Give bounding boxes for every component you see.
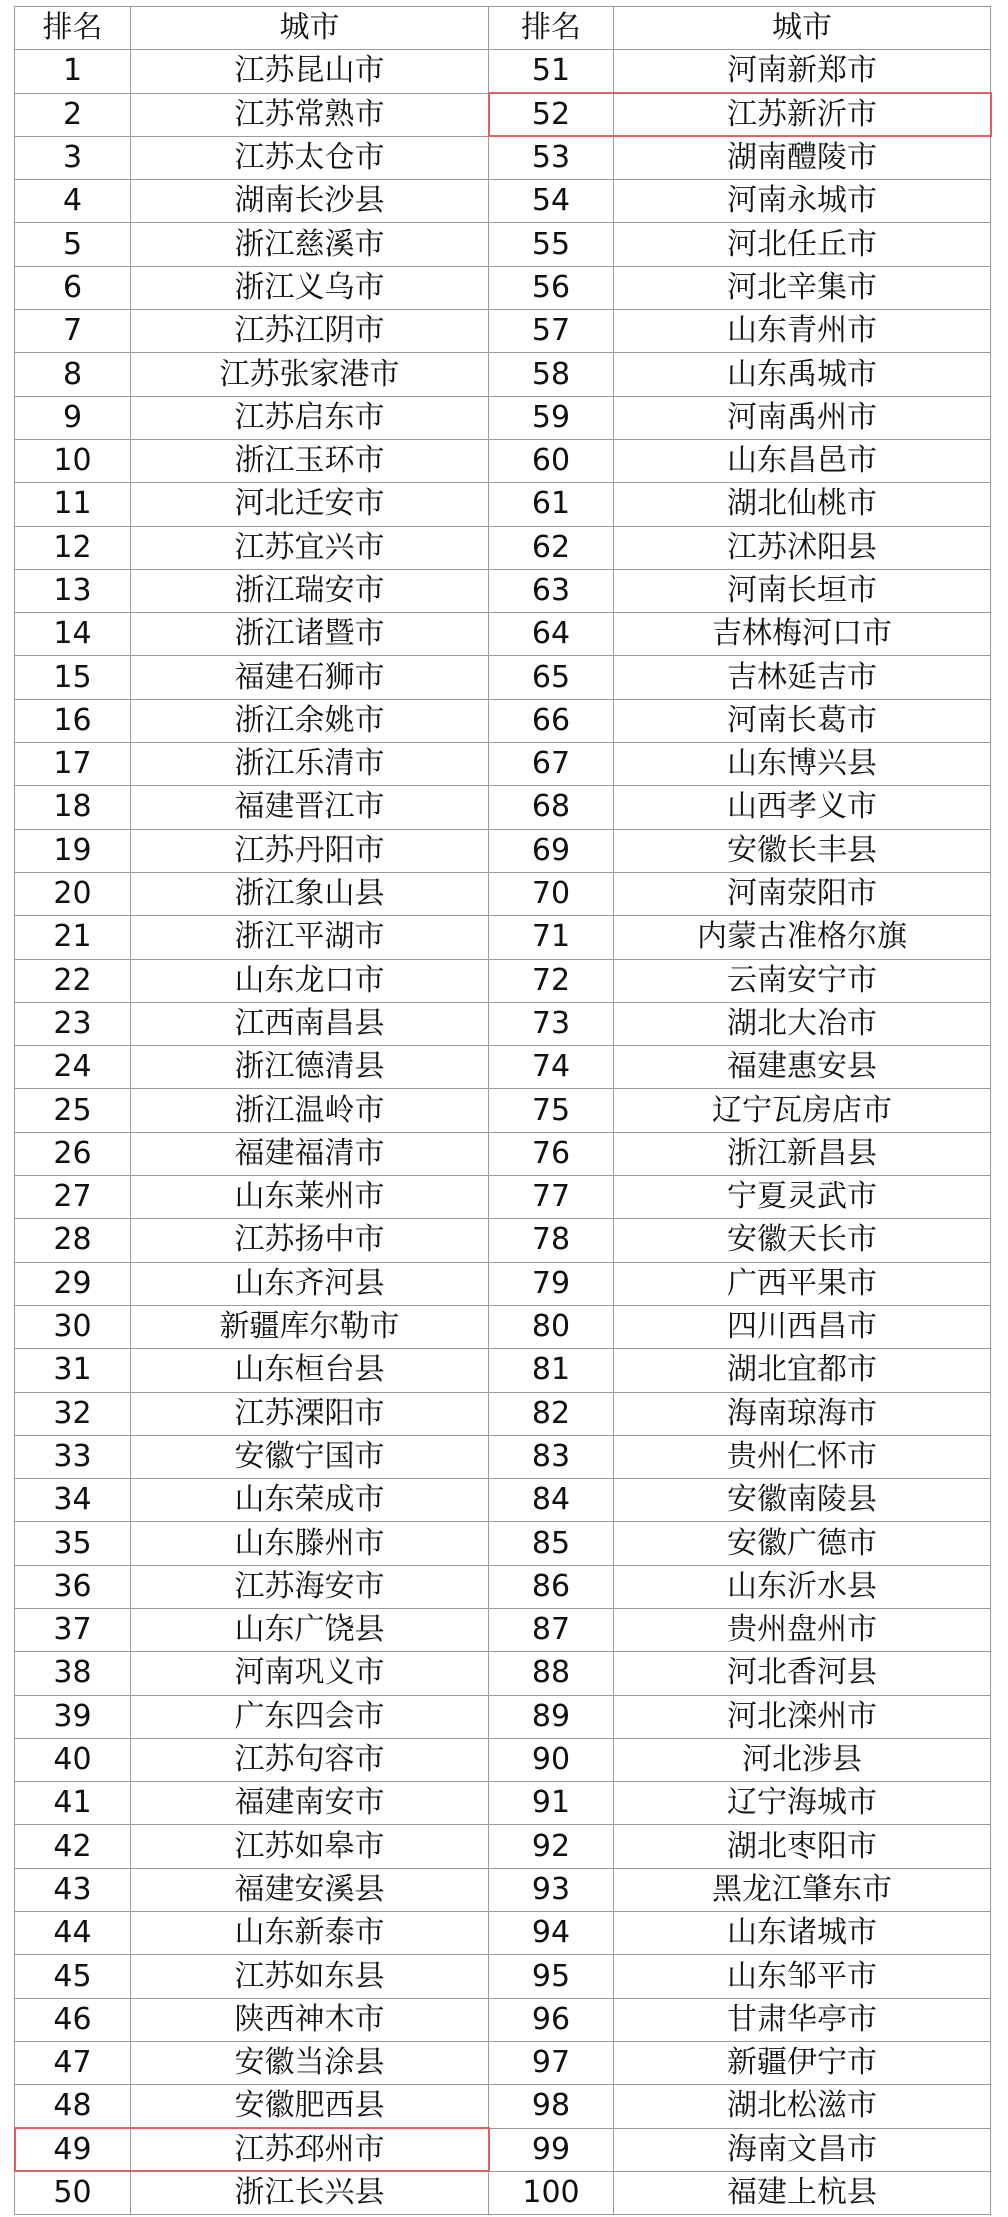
city-cell-left: 安徽肥西县: [131, 2085, 489, 2128]
rank-cell-left: 5: [15, 223, 131, 266]
rank-cell-right: 81: [489, 1349, 614, 1392]
city-cell-left: 安徽宁国市: [131, 1435, 489, 1478]
rank-cell-left: 2: [15, 93, 131, 136]
rank-cell-left: 20: [15, 872, 131, 915]
city-cell-right: 安徽广德市: [614, 1522, 991, 1565]
rank-cell-right: 80: [489, 1305, 614, 1348]
city-cell-left: 广东四会市: [131, 1695, 489, 1738]
rank-cell-left: 13: [15, 569, 131, 612]
table-row: [15, 526, 991, 569]
city-cell-right: 河南禹州市: [614, 396, 991, 439]
table-row: [15, 1219, 991, 1262]
rank-cell-left: 11: [15, 483, 131, 526]
table-row: [15, 829, 991, 872]
table-row: [15, 2171, 991, 2214]
city-cell-left: 浙江温岭市: [131, 1089, 489, 1132]
rank-cell-left: 24: [15, 1046, 131, 1089]
rank-cell-left: 3: [15, 136, 131, 179]
city-cell-right: 甘肃华亭市: [614, 1998, 991, 2041]
city-cell-right: 福建上杭县: [614, 2171, 991, 2214]
rank-cell-left: 42: [15, 1825, 131, 1868]
rank-cell-right: 92: [489, 1825, 614, 1868]
rank-cell-left: 32: [15, 1392, 131, 1435]
city-cell-right: 宁夏灵武市: [614, 1176, 991, 1219]
city-cell-left: 江苏宜兴市: [131, 526, 489, 569]
city-cell-left: 浙江德清县: [131, 1046, 489, 1089]
rank-cell-right: 71: [489, 916, 614, 959]
city-cell-right: 辽宁海城市: [614, 1782, 991, 1825]
rank-cell-left: 45: [15, 1955, 131, 1998]
rank-cell-left: 44: [15, 1912, 131, 1955]
table-row: [15, 1046, 991, 1089]
city-cell-right: 云南安宁市: [614, 959, 991, 1002]
rank-cell-right: 55: [489, 223, 614, 266]
rank-cell-right: 54: [489, 180, 614, 223]
city-cell-right: 新疆伊宁市: [614, 2041, 991, 2084]
city-cell-right: 河南长葛市: [614, 699, 991, 742]
city-cell-right: 河北香河县: [614, 1652, 991, 1695]
header-row: [15, 7, 991, 50]
rank-cell-right: 98: [489, 2085, 614, 2128]
table-row: [15, 353, 991, 396]
city-cell-left: 福建南安市: [131, 1782, 489, 1825]
rank-cell-right: 72: [489, 959, 614, 1002]
table-row: [15, 1305, 991, 1348]
city-cell-right: 河北滦州市: [614, 1695, 991, 1738]
rank-cell-left: 29: [15, 1262, 131, 1305]
table-row: [15, 1565, 991, 1608]
city-cell-left: 江苏江阴市: [131, 310, 489, 353]
city-cell-right: 海南文昌市: [614, 2128, 991, 2171]
city-cell-right: 湖南醴陵市: [614, 136, 991, 179]
city-cell-right: 山东诸城市: [614, 1912, 991, 1955]
city-cell-left: 浙江余姚市: [131, 699, 489, 742]
rank-cell-left: 26: [15, 1132, 131, 1175]
rank-cell-right: 70: [489, 872, 614, 915]
header-city-right: 城市: [614, 7, 991, 50]
rank-cell-right: 74: [489, 1046, 614, 1089]
city-cell-right: 河南长垣市: [614, 569, 991, 612]
city-cell-left: 福建晋江市: [131, 786, 489, 829]
rank-cell-right: 52: [489, 93, 614, 136]
rank-cell-right: 58: [489, 353, 614, 396]
rank-cell-left: 16: [15, 699, 131, 742]
table-row: [15, 1998, 991, 2041]
city-cell-left: 浙江瑞安市: [131, 569, 489, 612]
table-row: [15, 1435, 991, 1478]
rank-cell-right: 67: [489, 743, 614, 786]
city-cell-right: 安徽南陵县: [614, 1479, 991, 1522]
rank-cell-right: 87: [489, 1608, 614, 1651]
rank-cell-left: 7: [15, 310, 131, 353]
city-cell-right: 吉林梅河口市: [614, 613, 991, 656]
city-cell-right: 山东青州市: [614, 310, 991, 353]
rank-cell-right: 59: [489, 396, 614, 439]
table-row: [15, 1608, 991, 1651]
table-row: [15, 959, 991, 1002]
table-row: [15, 223, 991, 266]
city-cell-left: 福建福清市: [131, 1132, 489, 1175]
rank-cell-left: 15: [15, 656, 131, 699]
city-cell-left: 陕西神木市: [131, 1998, 489, 2041]
city-cell-right: 湖北松滋市: [614, 2085, 991, 2128]
city-cell-left: 江西南昌县: [131, 1002, 489, 1045]
city-cell-left: 河北迁安市: [131, 483, 489, 526]
city-cell-left: 江苏昆山市: [131, 50, 489, 93]
city-cell-right: 贵州仁怀市: [614, 1435, 991, 1478]
city-cell-left: 浙江乐清市: [131, 743, 489, 786]
table-row: [15, 743, 991, 786]
rank-cell-right: 68: [489, 786, 614, 829]
city-cell-left: 山东桓台县: [131, 1349, 489, 1392]
city-cell-left: 安徽当涂县: [131, 2041, 489, 2084]
rank-cell-left: 34: [15, 1479, 131, 1522]
city-cell-left: 江苏句容市: [131, 1738, 489, 1781]
table-row: [15, 1132, 991, 1175]
city-cell-right: 黑龙江肇东市: [614, 1868, 991, 1911]
city-cell-left: 山东莱州市: [131, 1176, 489, 1219]
city-cell-left: 江苏丹阳市: [131, 829, 489, 872]
table-row: [15, 1652, 991, 1695]
city-cell-right: 河北涉县: [614, 1738, 991, 1781]
rank-cell-right: 64: [489, 613, 614, 656]
city-cell-left: 山东新泰市: [131, 1912, 489, 1955]
city-cell-left: 浙江象山县: [131, 872, 489, 915]
table-row: [15, 396, 991, 439]
rank-cell-right: 66: [489, 699, 614, 742]
rank-cell-left: 38: [15, 1652, 131, 1695]
rank-cell-right: 53: [489, 136, 614, 179]
rank-cell-left: 12: [15, 526, 131, 569]
city-cell-left: 山东龙口市: [131, 959, 489, 1002]
rank-cell-right: 73: [489, 1002, 614, 1045]
table-row: [15, 1695, 991, 1738]
table-row: [15, 483, 991, 526]
city-cell-left: 江苏常熟市: [131, 93, 489, 136]
rank-cell-left: 19: [15, 829, 131, 872]
rank-cell-right: 89: [489, 1695, 614, 1738]
city-cell-left: 浙江义乌市: [131, 266, 489, 309]
city-cell-right: 安徽长丰县: [614, 829, 991, 872]
table-row: [15, 50, 991, 93]
city-cell-left: 江苏海安市: [131, 1565, 489, 1608]
rank-cell-left: 37: [15, 1608, 131, 1651]
rank-cell-right: 83: [489, 1435, 614, 1478]
rank-cell-left: 36: [15, 1565, 131, 1608]
city-cell-left: 江苏溧阳市: [131, 1392, 489, 1435]
city-cell-left: 江苏邳州市: [131, 2128, 489, 2171]
rank-cell-left: 50: [15, 2171, 131, 2214]
city-cell-right: 浙江新昌县: [614, 1132, 991, 1175]
table-row: [15, 699, 991, 742]
rank-cell-left: 31: [15, 1349, 131, 1392]
city-cell-right: 河南永城市: [614, 180, 991, 223]
city-cell-right: 湖北枣阳市: [614, 1825, 991, 1868]
rank-cell-right: 88: [489, 1652, 614, 1695]
city-cell-right: 山东昌邑市: [614, 439, 991, 482]
city-cell-right: 广西平果市: [614, 1262, 991, 1305]
city-cell-right: 湖北大冶市: [614, 1002, 991, 1045]
table-row: [15, 613, 991, 656]
city-cell-left: 湖南长沙县: [131, 180, 489, 223]
rank-cell-left: 33: [15, 1435, 131, 1478]
rank-cell-right: 65: [489, 656, 614, 699]
rank-cell-right: 51: [489, 50, 614, 93]
city-cell-left: 浙江平湖市: [131, 916, 489, 959]
rank-cell-right: 57: [489, 310, 614, 353]
rank-cell-left: 30: [15, 1305, 131, 1348]
table-row: [15, 1912, 991, 1955]
table-row: [15, 1782, 991, 1825]
city-cell-right: 内蒙古准格尔旗: [614, 916, 991, 959]
table-row: [15, 2041, 991, 2084]
table-row: [15, 1392, 991, 1435]
rank-cell-right: 63: [489, 569, 614, 612]
rank-cell-left: 6: [15, 266, 131, 309]
city-cell-left: 山东齐河县: [131, 1262, 489, 1305]
ranking-table: [14, 6, 991, 2215]
city-cell-right: 山东沂水县: [614, 1565, 991, 1608]
rank-cell-left: 14: [15, 613, 131, 656]
city-cell-right: 海南琼海市: [614, 1392, 991, 1435]
rank-cell-left: 41: [15, 1782, 131, 1825]
rank-cell-right: 79: [489, 1262, 614, 1305]
city-cell-right: 湖北仙桃市: [614, 483, 991, 526]
rank-cell-right: 93: [489, 1868, 614, 1911]
city-cell-left: 江苏如皋市: [131, 1825, 489, 1868]
rank-cell-right: 85: [489, 1522, 614, 1565]
table-row: [15, 1349, 991, 1392]
rank-cell-right: 100: [489, 2171, 614, 2214]
city-cell-right: 河北任丘市: [614, 223, 991, 266]
city-cell-right: 山东禹城市: [614, 353, 991, 396]
rank-cell-right: 84: [489, 1479, 614, 1522]
city-cell-right: 福建惠安县: [614, 1046, 991, 1089]
table-row: [15, 656, 991, 699]
rank-cell-left: 27: [15, 1176, 131, 1219]
rank-cell-left: 25: [15, 1089, 131, 1132]
rank-cell-right: 75: [489, 1089, 614, 1132]
rank-cell-right: 86: [489, 1565, 614, 1608]
city-cell-right: 贵州盘州市: [614, 1608, 991, 1651]
table-row: [15, 266, 991, 309]
rank-cell-left: 17: [15, 743, 131, 786]
table-row: [15, 93, 991, 136]
rank-cell-left: 43: [15, 1868, 131, 1911]
table-row: [15, 569, 991, 612]
city-cell-left: 新疆库尔勒市: [131, 1305, 489, 1348]
rank-cell-right: 77: [489, 1176, 614, 1219]
city-cell-right: 安徽天长市: [614, 1219, 991, 1262]
rank-cell-right: 96: [489, 1998, 614, 2041]
city-cell-left: 江苏如东县: [131, 1955, 489, 1998]
table-row: [15, 2085, 991, 2128]
table-row: [15, 786, 991, 829]
rank-cell-right: 94: [489, 1912, 614, 1955]
table-row: [15, 916, 991, 959]
table-row: [15, 310, 991, 353]
table-row: [15, 136, 991, 179]
rank-cell-left: 1: [15, 50, 131, 93]
rank-cell-left: 48: [15, 2085, 131, 2128]
rank-cell-left: 10: [15, 439, 131, 482]
rank-cell-right: 91: [489, 1782, 614, 1825]
city-cell-left: 山东荣成市: [131, 1479, 489, 1522]
table-row: [15, 1738, 991, 1781]
city-cell-left: 浙江慈溪市: [131, 223, 489, 266]
table-row: [15, 180, 991, 223]
city-cell-right: 湖北宜都市: [614, 1349, 991, 1392]
city-cell-left: 江苏扬中市: [131, 1219, 489, 1262]
header-rank-right: 排名: [489, 7, 614, 50]
rank-cell-left: 21: [15, 916, 131, 959]
rank-cell-left: 22: [15, 959, 131, 1002]
table-row: [15, 1868, 991, 1911]
rank-cell-right: 61: [489, 483, 614, 526]
rank-cell-left: 46: [15, 1998, 131, 2041]
table-body: [15, 50, 991, 2215]
rank-cell-left: 28: [15, 1219, 131, 1262]
rank-cell-left: 4: [15, 180, 131, 223]
city-cell-left: 江苏太仓市: [131, 136, 489, 179]
city-cell-right: 江苏沭阳县: [614, 526, 991, 569]
city-cell-left: 浙江玉环市: [131, 439, 489, 482]
table-row: [15, 1825, 991, 1868]
rank-cell-left: 39: [15, 1695, 131, 1738]
rank-cell-left: 49: [15, 2128, 131, 2171]
rank-cell-right: 90: [489, 1738, 614, 1781]
rank-cell-right: 62: [489, 526, 614, 569]
rank-cell-left: 47: [15, 2041, 131, 2084]
table-row: [15, 2128, 991, 2171]
city-cell-right: 辽宁瓦房店市: [614, 1089, 991, 1132]
rank-cell-right: 60: [489, 439, 614, 482]
table-row: [15, 872, 991, 915]
city-cell-left: 福建安溪县: [131, 1868, 489, 1911]
rank-cell-right: 82: [489, 1392, 614, 1435]
rank-cell-right: 97: [489, 2041, 614, 2084]
header-rank-left: 排名: [15, 7, 131, 50]
city-cell-right: 吉林延吉市: [614, 656, 991, 699]
city-cell-left: 福建石狮市: [131, 656, 489, 699]
table-row: [15, 1955, 991, 1998]
city-cell-left: 山东广饶县: [131, 1608, 489, 1651]
rank-cell-right: 69: [489, 829, 614, 872]
rank-cell-left: 35: [15, 1522, 131, 1565]
table-row: [15, 1176, 991, 1219]
rank-cell-left: 8: [15, 353, 131, 396]
rank-cell-right: 78: [489, 1219, 614, 1262]
rank-cell-left: 18: [15, 786, 131, 829]
rank-cell-right: 76: [489, 1132, 614, 1175]
rank-cell-right: 95: [489, 1955, 614, 1998]
city-cell-right: 山西孝义市: [614, 786, 991, 829]
city-cell-right: 江苏新沂市: [614, 93, 991, 136]
table-row: [15, 1002, 991, 1045]
city-cell-right: 河北辛集市: [614, 266, 991, 309]
header-city-left: 城市: [131, 7, 489, 50]
city-cell-left: 浙江诸暨市: [131, 613, 489, 656]
rank-cell-left: 23: [15, 1002, 131, 1045]
city-cell-left: 江苏张家港市: [131, 353, 489, 396]
rank-cell-left: 9: [15, 396, 131, 439]
city-cell-right: 河南新郑市: [614, 50, 991, 93]
table-row: [15, 439, 991, 482]
city-cell-left: 河南巩义市: [131, 1652, 489, 1695]
rank-cell-right: 56: [489, 266, 614, 309]
table-row: [15, 1089, 991, 1132]
city-cell-right: 四川西昌市: [614, 1305, 991, 1348]
city-cell-left: 浙江长兴县: [131, 2171, 489, 2214]
table-row: [15, 1262, 991, 1305]
city-cell-right: 山东邹平市: [614, 1955, 991, 1998]
city-cell-right: 河南荥阳市: [614, 872, 991, 915]
city-cell-left: 山东滕州市: [131, 1522, 489, 1565]
city-cell-right: 山东博兴县: [614, 743, 991, 786]
rank-cell-left: 40: [15, 1738, 131, 1781]
rank-cell-right: 99: [489, 2128, 614, 2171]
table-row: [15, 1522, 991, 1565]
table-row: [15, 1479, 991, 1522]
city-cell-left: 江苏启东市: [131, 396, 489, 439]
